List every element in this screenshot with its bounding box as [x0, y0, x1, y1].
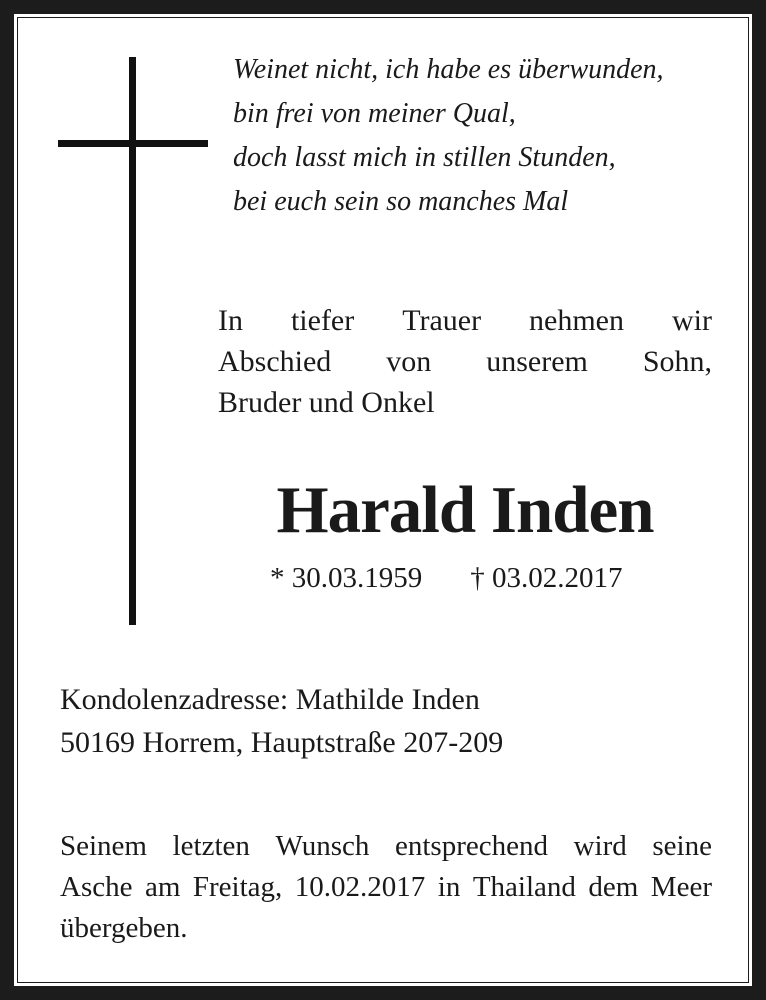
word: von — [386, 345, 432, 378]
life-dates — [270, 558, 710, 598]
poem-line: Weinet nicht, ich habe es überwunden, — [233, 54, 664, 85]
word: Thailand — [472, 871, 576, 903]
announcement-line-1 — [218, 300, 712, 341]
poem-line: bin frei von meiner Qual, — [233, 98, 516, 129]
final-wish-note — [60, 826, 712, 949]
word: seine — [652, 830, 712, 862]
condolence-address — [60, 678, 710, 764]
announcement-line-3: Bruder und Onkel — [218, 386, 435, 419]
word: letzten — [172, 830, 250, 862]
word: Sohn, — [642, 345, 712, 378]
cross-horizontal-bar — [58, 140, 208, 147]
address-line-2: 50169 Horrem, Hauptstraße 207-209 — [60, 726, 504, 759]
word: Abschied — [218, 345, 332, 378]
word: nehmen — [529, 304, 624, 337]
word: wir — [671, 304, 712, 337]
word: Wunsch — [275, 830, 370, 862]
mourning-announcement — [218, 300, 712, 423]
death-date: † 03.02.2017 — [470, 562, 623, 594]
word: am — [144, 871, 181, 903]
word: Freitag, — [192, 871, 283, 903]
poem — [233, 48, 733, 224]
word: tiefer — [290, 304, 355, 337]
word: Trauer — [402, 304, 482, 337]
word: wird — [573, 830, 627, 862]
address-line-1: Kondolenzadresse: Mathilde Inden — [60, 683, 480, 716]
poem-line: doch lasst mich in stillen Stunden, — [233, 142, 616, 173]
final-line-1 — [60, 826, 712, 867]
final-line-2 — [60, 867, 712, 908]
birth-date: * 30.03.1959 — [270, 562, 423, 594]
final-line-3: übergeben. — [60, 912, 188, 944]
deceased-name: Harald Inden — [276, 473, 654, 547]
word: 10.02.2017 — [294, 871, 426, 903]
word: dem — [588, 871, 639, 903]
word: In — [218, 304, 243, 337]
word: in — [437, 871, 461, 903]
word: Meer — [650, 871, 712, 903]
word: unserem — [486, 345, 588, 378]
announcement-line-2 — [218, 341, 712, 382]
word: entsprechend — [395, 830, 548, 862]
word: Seinem — [60, 830, 147, 862]
word: Asche — [60, 871, 133, 903]
poem-line: bei euch sein so manches Mal — [233, 186, 569, 217]
